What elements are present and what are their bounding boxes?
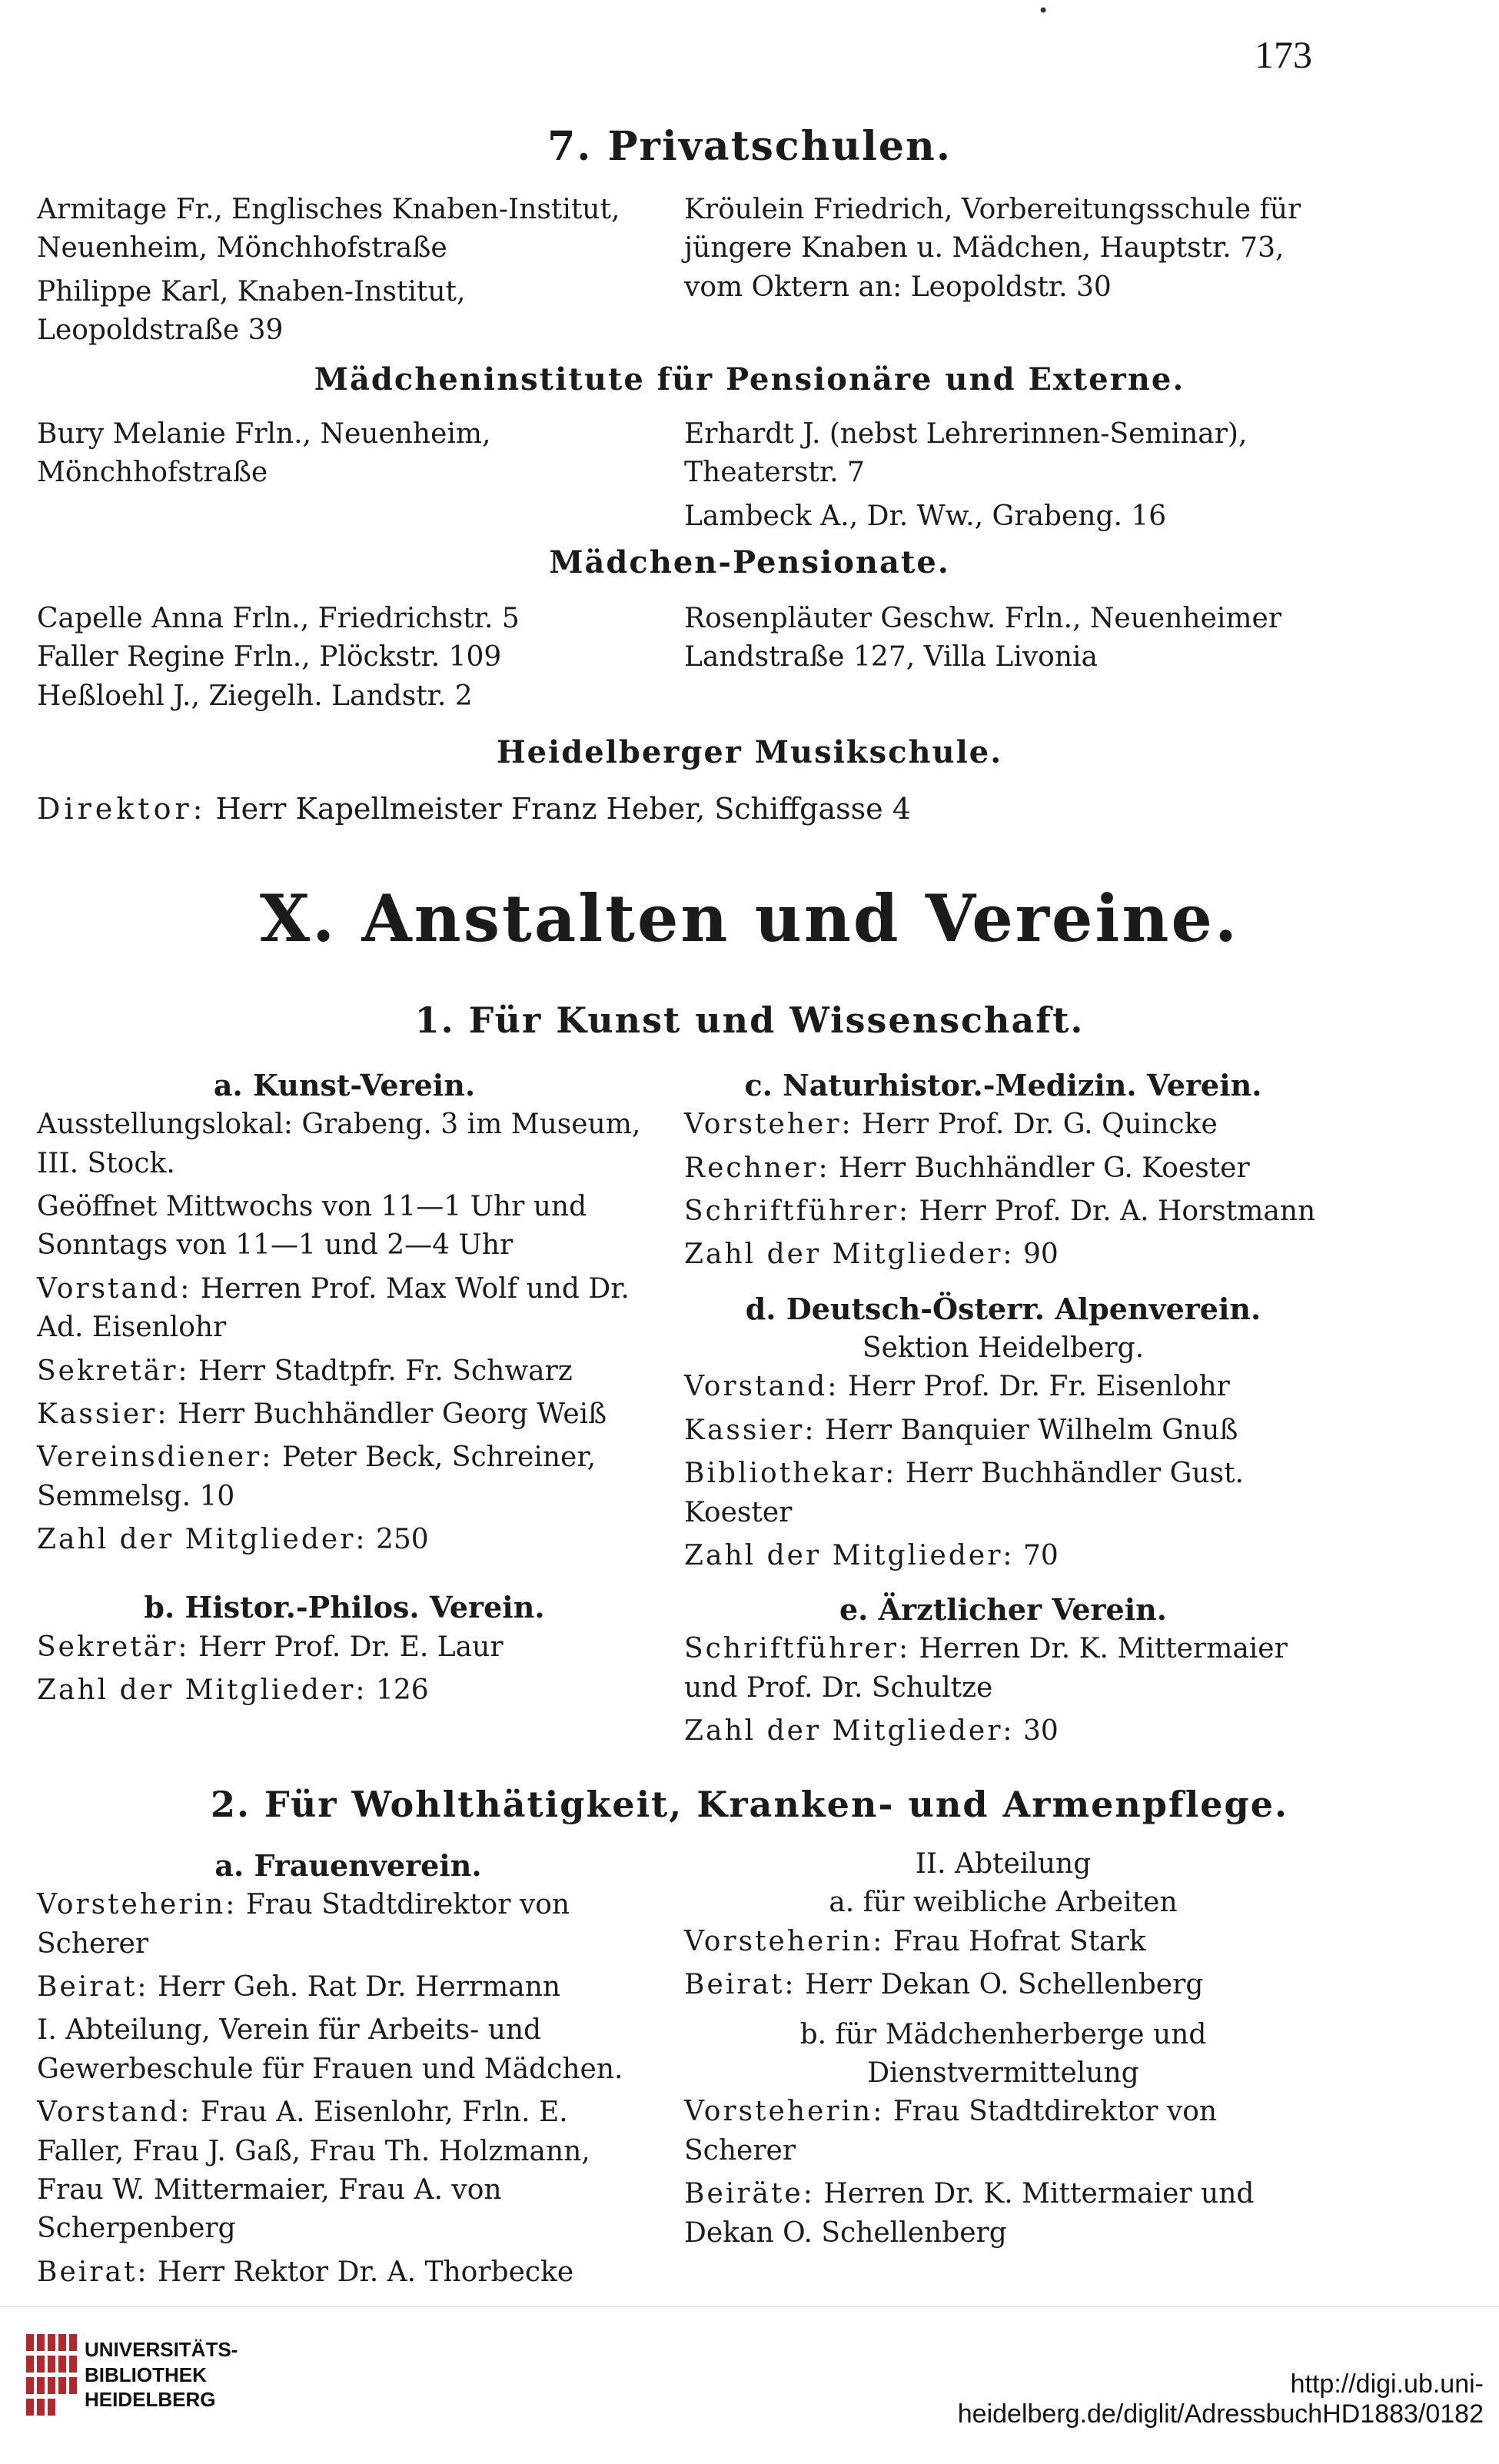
stray-mark: • [1038, 0, 1049, 22]
chapter-title: X. Anstalten und Vereine. [259, 880, 1240, 956]
line: Beirat: Herr Dekan O. Schellenberg [684, 1969, 1204, 2001]
line: Vorsteherin: Frau Stadtdirektor von Scherer [37, 1889, 570, 1960]
line: Sekretär: Herr Stadtpfr. Fr. Schwarz [37, 1355, 573, 1387]
privatschulen-right [684, 191, 1322, 311]
maedcheninstitute-right [684, 415, 1322, 540]
section-title-pensionate: Mädchen-Pensionate. [549, 544, 950, 580]
line: Vereinsdiener: Peter Beck, Schreiner, Semmelsg. 10 [37, 1441, 597, 1512]
line: Beirat: Herr Rektor Dr. A. Thorbecke [37, 2256, 574, 2288]
line: Schriftführer: Herr Prof. Dr. A. Horstmann [684, 1195, 1316, 1227]
entry: Rosenpläuter Geschw. Frln., Neuenheimer Landstraße 127, Villa Livonia [684, 603, 1282, 673]
abteilung-sub-b: b. für Mädchenherberge und Dienstvermittelung [799, 2018, 1207, 2089]
entry: Kröulein Friedrich, Vorbereitungsschule für jüngere Knaben u. Mädchen, Hauptstr. 73, vom Oktern an: Leopoldstr. 30 [684, 194, 1301, 303]
university-logo-text: UNIVERSITÄTS- BIBLIOTHEK HEIDELBERG [85, 2338, 238, 2411]
line: Geöffnet Mittwochs von 11—1 Uhr und Sonntags von 11—1 und 2—4 Uhr [37, 1190, 587, 1262]
verein-title-histor: b. Histor.-Philos. Verein. [144, 1590, 545, 1625]
line: Zahl der Mitglieder: 70 [684, 1539, 1059, 1571]
line: Zahl der Mitglieder: 250 [37, 1524, 429, 1556]
line: Vorsteher: Herr Prof. Dr. G. Quincke [684, 1109, 1218, 1141]
part2-left-column [37, 1845, 660, 2296]
musikschule-direktor [37, 792, 1344, 826]
part2-right-column [684, 1845, 1322, 2257]
section-title-maedcheninstitute: Mädcheninstitute für Pensionäre und Externe. [314, 361, 1185, 397]
line: Vorsteherin: Frau Hofrat Stark [684, 1925, 1146, 1957]
entry: Philippe Karl, Knaben-Institut, Leopoldstraße 39 [37, 275, 466, 347]
line: I. Abteilung, Verein für Arbeits- und Gewerbeschule für Frauen und Mädchen. [37, 2014, 623, 2085]
line: Beiräte: Herren Dr. K. Mittermaier und Dekan O. Schellenberg [684, 2178, 1255, 2249]
direktor-name: Herr Kapellmeister Franz Heber, Schiffgasse 4 [215, 792, 911, 826]
page-number: 173 [1255, 33, 1312, 76]
section-title-privatschulen: 7. Privatschulen. [547, 123, 952, 170]
privatschulen-left [37, 191, 660, 355]
entry: Armitage Fr., Englisches Knaben-Institut, Neuenheim, Mönchhofstraße [37, 194, 620, 264]
line: Ausstellungslokal: Grabeng. 3 im Museum, III. Stock. [37, 1109, 641, 1179]
part1-right-column [684, 1065, 1322, 1756]
section-title-musikschule: Heidelberger Musikschule. [496, 734, 1003, 770]
entry: Faller Regine Frln., Plöckstr. 109 [37, 641, 502, 673]
verein-title-frauenverein: a. Frauenverein. [214, 1848, 482, 1883]
verein-title-kunst: a. Kunst-Verein. [213, 1068, 476, 1102]
line: Bibliothekar: Herr Buchhändler Gust. Koester [684, 1458, 1244, 1528]
direktor-label: Direktor: [37, 792, 207, 826]
line: Vorstand: Herren Prof. Max Wolf und Dr. Ad. Eisenlohr [37, 1272, 630, 1344]
line: Vorstand: Herr Prof. Dr. Fr. Eisenlohr [684, 1371, 1230, 1403]
entry: Lambeck A., Dr. Ww., Grabeng. 16 [684, 500, 1167, 532]
line: Schriftführer: Herren Dr. K. Mittermaier und Prof. Dr. Schultze [684, 1633, 1288, 1704]
entry: Bury Melanie Frln., Neuenheim, Mönchhofstraße [37, 418, 491, 489]
part1-left-column [37, 1065, 652, 1714]
line: Zahl der Mitglieder: 126 [37, 1674, 429, 1707]
line: Zahl der Mitglieder: 30 [684, 1715, 1059, 1747]
line: Vorsteherin: Frau Stadtdirektor von Scherer [684, 2096, 1218, 2166]
verein-subtitle: Sektion Heidelberg. [862, 1332, 1145, 1364]
abteilung-heading: II. Abteilung [915, 1848, 1092, 1880]
verein-title-naturhistor: c. Naturhistor.-Medizin. Verein. [744, 1068, 1262, 1102]
pensionate-right [684, 600, 1322, 677]
verein-title-aerztlich: e. Ärztlicher Verein. [839, 1592, 1167, 1628]
line: Vorstand: Frau A. Eisenlohr, Frln. E. Faller, Frau J. Gaß, Frau Th. Holzmann, Frau W. Mittermaier, Frau A. von Scherpenberg [37, 2097, 590, 2245]
abteilung-sub-a: a. für weibliche Arbeiten [829, 1887, 1178, 1919]
line: Kassier: Herr Buchhändler Georg Weiß [37, 1398, 607, 1430]
entry: Erhardt J. (nebst Lehrerinnen-Seminar), Theaterstr. 7 [684, 418, 1248, 489]
entry: Heßloehl J., Ziegelh. Landstr. 2 [37, 680, 473, 712]
university-logo-icon [23, 2329, 78, 2422]
part-title-wohltaetigkeit: 2. Für Wohlthätigkeit, Kranken- und Armenpflege. [210, 1784, 1289, 1825]
maedcheninstitute-left [37, 415, 660, 497]
verein-title-alpenverein: d. Deutsch-Österr. Alpenverein. [745, 1291, 1261, 1326]
part-title-kunst: 1. Für Kunst und Wissenschaft. [414, 999, 1085, 1041]
line: Zahl der Mitglieder: 90 [684, 1239, 1059, 1271]
line: Kassier: Herr Banquier Wilhelm Gnuß [684, 1414, 1238, 1446]
line: Sekretär: Herr Prof. Dr. E. Laur [37, 1631, 504, 1663]
line: Beirat: Herr Geh. Rat Dr. Herrmann [37, 1970, 561, 2003]
line: Rechner: Herr Buchhändler G. Koester [684, 1152, 1250, 1184]
entry: Capelle Anna Frln., Friedrichstr. 5 [37, 603, 520, 634]
source-url-link[interactable]: http://digi.ub.uni-heidelberg.de/diglit/AdressbuchHD1883/0182 [957, 2369, 1484, 2429]
pensionate-left [37, 600, 660, 716]
